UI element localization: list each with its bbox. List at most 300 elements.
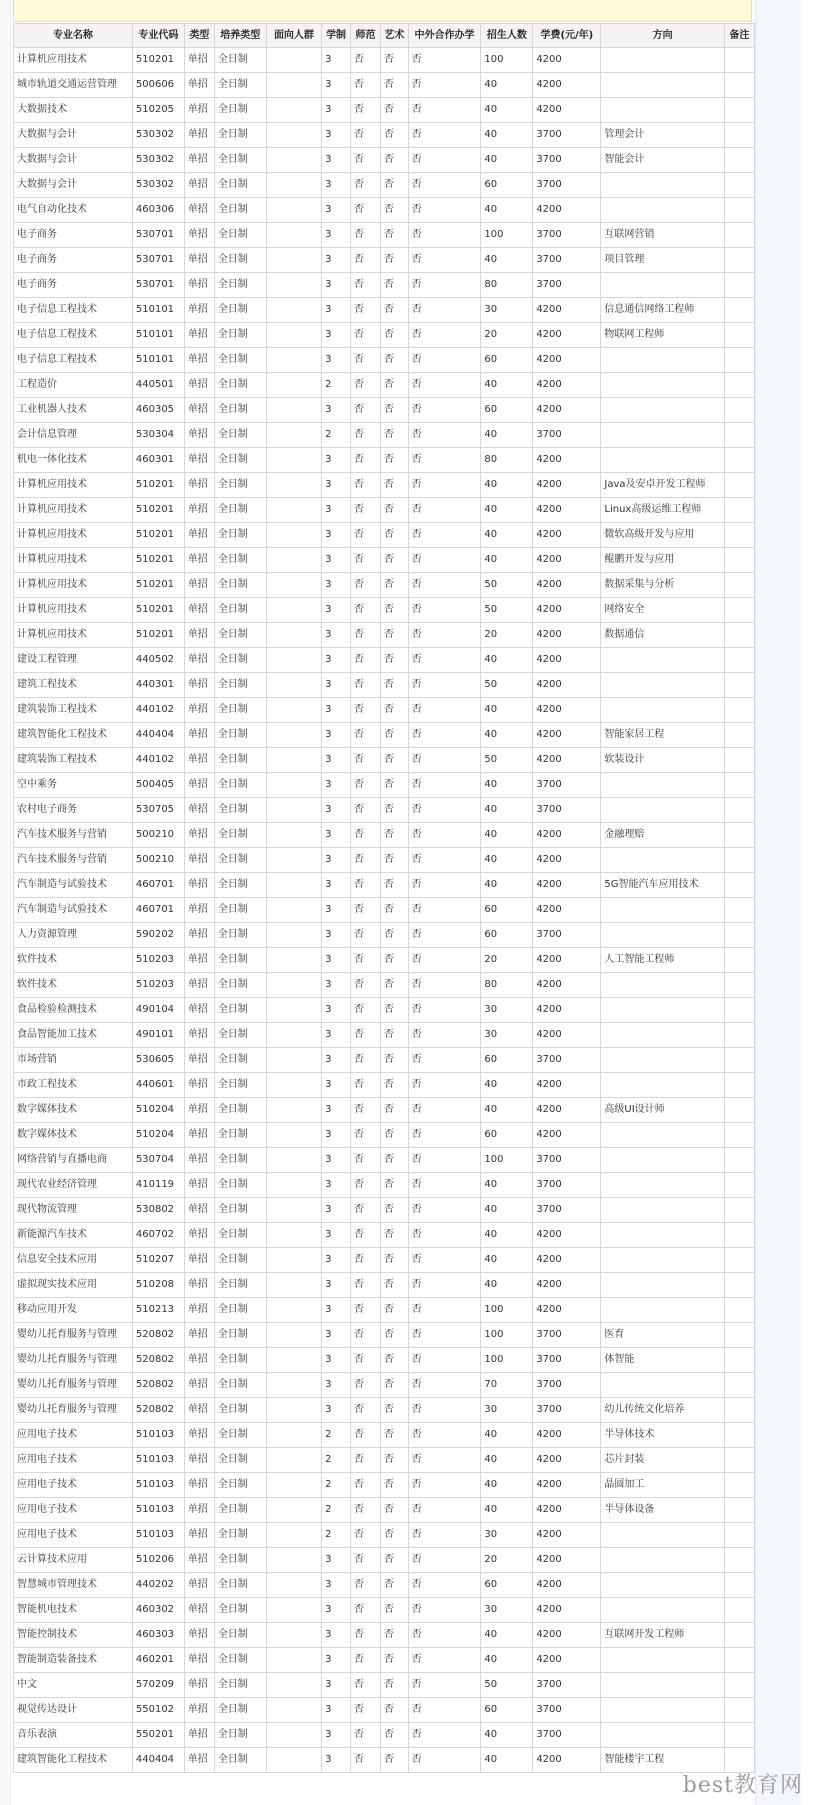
cell-normal-school: 否 — [350, 998, 380, 1023]
cell-remarks — [724, 98, 754, 123]
cell-type: 单招 — [184, 598, 214, 623]
cell-type: 单招 — [184, 1273, 214, 1298]
cell-remarks — [724, 1623, 754, 1648]
cell-target-group — [266, 673, 321, 698]
cell-major-name: 汽车制造与试验技术 — [14, 873, 133, 898]
cell-enrollment: 40 — [481, 823, 533, 848]
cell-duration: 3 — [322, 673, 351, 698]
cell-sino-foreign: 否 — [408, 998, 481, 1023]
cell-enrollment: 30 — [481, 1523, 533, 1548]
cell-sino-foreign: 否 — [408, 948, 481, 973]
cell-type: 单招 — [184, 1098, 214, 1123]
cell-major-name: 电子商务 — [14, 248, 133, 273]
cell-duration: 3 — [322, 1648, 351, 1673]
cell-normal-school: 否 — [350, 723, 380, 748]
cell-major-code: 460305 — [132, 398, 184, 423]
cell-major-code: 520802 — [132, 1348, 184, 1373]
cell-major-name: 中文 — [14, 1673, 133, 1698]
cell-type: 单招 — [184, 973, 214, 998]
cell-major-code: 510204 — [132, 1098, 184, 1123]
cell-major-name: 大数据技术 — [14, 98, 133, 123]
cell-remarks — [724, 573, 754, 598]
cell-target-group — [266, 973, 321, 998]
cell-tuition: 3700 — [533, 1373, 601, 1398]
cell-direction — [601, 1673, 724, 1698]
cell-enrollment: 50 — [481, 748, 533, 773]
cell-remarks — [724, 1223, 754, 1248]
cell-normal-school: 否 — [350, 448, 380, 473]
cell-type: 单招 — [184, 1498, 214, 1523]
cell-sino-foreign: 否 — [408, 173, 481, 198]
cell-major-name: 汽车技术服务与营销 — [14, 823, 133, 848]
cell-major-code: 440404 — [132, 1748, 184, 1773]
cell-sino-foreign: 否 — [408, 1573, 481, 1598]
table-row — [14, 898, 755, 923]
cell-remarks — [724, 1398, 754, 1423]
cell-tuition: 4200 — [533, 673, 601, 698]
cell-tuition: 4200 — [533, 748, 601, 773]
cell-target-group — [266, 248, 321, 273]
cell-training-type: 全日制 — [214, 1248, 266, 1273]
cell-remarks — [724, 1173, 754, 1198]
cell-direction — [601, 1598, 724, 1623]
cell-major-name: 计算机应用技术 — [14, 573, 133, 598]
cell-tuition: 3700 — [533, 248, 601, 273]
cell-tuition: 3700 — [533, 798, 601, 823]
cell-target-group — [266, 298, 321, 323]
cell-direction: 晶圆加工 — [601, 1473, 724, 1498]
cell-type: 单招 — [184, 1448, 214, 1473]
table-row — [14, 1323, 755, 1348]
cell-art: 否 — [380, 1523, 408, 1548]
cell-normal-school: 否 — [350, 498, 380, 523]
cell-training-type: 全日制 — [214, 598, 266, 623]
cell-direction: 互联网营销 — [601, 223, 724, 248]
cell-major-code: 440301 — [132, 673, 184, 698]
cell-direction — [601, 1698, 724, 1723]
cell-enrollment: 50 — [481, 598, 533, 623]
cell-training-type: 全日制 — [214, 373, 266, 398]
cell-direction: 智能家居工程 — [601, 723, 724, 748]
cell-remarks — [724, 173, 754, 198]
cell-target-group — [266, 1623, 321, 1648]
cell-direction — [601, 423, 724, 448]
cell-normal-school: 否 — [350, 123, 380, 148]
cell-direction: 人工智能工程师 — [601, 948, 724, 973]
cell-remarks — [724, 348, 754, 373]
cell-normal-school: 否 — [350, 1548, 380, 1573]
cell-major-code: 510204 — [132, 1123, 184, 1148]
cell-enrollment: 40 — [481, 198, 533, 223]
cell-art: 否 — [380, 673, 408, 698]
cell-tuition: 4200 — [533, 98, 601, 123]
cell-duration: 3 — [322, 973, 351, 998]
cell-art: 否 — [380, 273, 408, 298]
cell-duration: 3 — [322, 1023, 351, 1048]
cell-remarks — [724, 423, 754, 448]
cell-normal-school: 否 — [350, 973, 380, 998]
cell-tuition: 3700 — [533, 1723, 601, 1748]
cell-type: 单招 — [184, 1598, 214, 1623]
cell-remarks — [724, 1148, 754, 1173]
cell-major-name: 云计算技术应用 — [14, 1548, 133, 1573]
cell-target-group — [266, 1223, 321, 1248]
cell-duration: 3 — [322, 1223, 351, 1248]
cell-normal-school: 否 — [350, 573, 380, 598]
cell-major-name: 食品检验检测技术 — [14, 998, 133, 1023]
cell-training-type: 全日制 — [214, 398, 266, 423]
cell-normal-school: 否 — [350, 648, 380, 673]
table-row — [14, 398, 755, 423]
cell-direction: 5G智能汽车应用技术 — [601, 873, 724, 898]
cell-duration: 3 — [322, 323, 351, 348]
cell-normal-school: 否 — [350, 1048, 380, 1073]
cell-direction — [601, 1723, 724, 1748]
cell-enrollment: 80 — [481, 273, 533, 298]
cell-art: 否 — [380, 398, 408, 423]
cell-sino-foreign: 否 — [408, 373, 481, 398]
cell-major-code: 510103 — [132, 1523, 184, 1548]
cell-direction — [601, 998, 724, 1023]
cell-major-code: 510205 — [132, 98, 184, 123]
table-row — [14, 523, 755, 548]
column-header-normal-school: 师范 — [350, 24, 380, 48]
cell-enrollment: 50 — [481, 673, 533, 698]
cell-normal-school: 否 — [350, 1448, 380, 1473]
cell-direction: 微软高级开发与应用 — [601, 523, 724, 548]
cell-type: 单招 — [184, 448, 214, 473]
cell-training-type: 全日制 — [214, 773, 266, 798]
cell-art: 否 — [380, 773, 408, 798]
cell-remarks — [724, 1723, 754, 1748]
cell-direction: 智能会计 — [601, 148, 724, 173]
cell-enrollment: 60 — [481, 923, 533, 948]
cell-duration: 3 — [322, 98, 351, 123]
cell-training-type: 全日制 — [214, 573, 266, 598]
cell-major-name: 建筑工程技术 — [14, 673, 133, 698]
cell-major-code: 510203 — [132, 948, 184, 973]
cell-duration: 3 — [322, 1098, 351, 1123]
cell-art: 否 — [380, 1398, 408, 1423]
cell-target-group — [266, 1498, 321, 1523]
cell-normal-school: 否 — [350, 1398, 380, 1423]
column-header-remarks: 备注 — [724, 24, 754, 48]
cell-training-type: 全日制 — [214, 948, 266, 973]
cell-major-name: 计算机应用技术 — [14, 473, 133, 498]
cell-enrollment: 40 — [481, 1273, 533, 1298]
cell-direction: 数据采集与分析 — [601, 573, 724, 598]
cell-duration: 3 — [322, 1348, 351, 1373]
cell-enrollment: 40 — [481, 1648, 533, 1673]
cell-art: 否 — [380, 1698, 408, 1723]
cell-direction — [601, 1123, 724, 1148]
cell-sino-foreign: 否 — [408, 1698, 481, 1723]
cell-tuition: 3700 — [533, 273, 601, 298]
cell-normal-school: 否 — [350, 898, 380, 923]
cell-target-group — [266, 473, 321, 498]
cell-duration: 3 — [322, 398, 351, 423]
cell-type: 单招 — [184, 423, 214, 448]
cell-enrollment: 40 — [481, 523, 533, 548]
cell-duration: 3 — [322, 223, 351, 248]
cell-major-code: 510101 — [132, 348, 184, 373]
cell-art: 否 — [380, 1198, 408, 1223]
cell-target-group — [266, 273, 321, 298]
cell-type: 单招 — [184, 1423, 214, 1448]
cell-sino-foreign: 否 — [408, 523, 481, 548]
cell-target-group — [266, 1073, 321, 1098]
cell-training-type: 全日制 — [214, 148, 266, 173]
cell-art: 否 — [380, 573, 408, 598]
cell-major-name: 智慧城市管理技术 — [14, 1573, 133, 1598]
cell-duration: 3 — [322, 548, 351, 573]
cell-normal-school: 否 — [350, 248, 380, 273]
cell-type: 单招 — [184, 348, 214, 373]
cell-art: 否 — [380, 1623, 408, 1648]
cell-training-type: 全日制 — [214, 1448, 266, 1473]
cell-type: 单招 — [184, 1623, 214, 1648]
cell-enrollment: 40 — [481, 1098, 533, 1123]
cell-training-type: 全日制 — [214, 1548, 266, 1573]
cell-enrollment: 20 — [481, 623, 533, 648]
cell-normal-school: 否 — [350, 1648, 380, 1673]
cell-duration: 3 — [322, 1673, 351, 1698]
table-row — [14, 623, 755, 648]
cell-tuition: 4200 — [533, 1448, 601, 1473]
table-row — [14, 1098, 755, 1123]
cell-tuition: 4200 — [533, 1573, 601, 1598]
cell-sino-foreign: 否 — [408, 698, 481, 723]
cell-tuition: 4200 — [533, 823, 601, 848]
cell-major-code: 510213 — [132, 1298, 184, 1323]
cell-sino-foreign: 否 — [408, 1473, 481, 1498]
cell-normal-school: 否 — [350, 1498, 380, 1523]
cell-target-group — [266, 1523, 321, 1548]
cell-direction — [601, 1248, 724, 1273]
cell-major-name: 软件技术 — [14, 948, 133, 973]
cell-duration: 3 — [322, 1398, 351, 1423]
cell-major-name: 智能制造装备技术 — [14, 1648, 133, 1673]
cell-art: 否 — [380, 1573, 408, 1598]
cell-remarks — [724, 848, 754, 873]
cell-major-name: 网络营销与直播电商 — [14, 1148, 133, 1173]
cell-sino-foreign: 否 — [408, 1298, 481, 1323]
cell-art: 否 — [380, 73, 408, 98]
cell-training-type: 全日制 — [214, 1473, 266, 1498]
cell-sino-foreign: 否 — [408, 1548, 481, 1573]
cell-normal-school: 否 — [350, 873, 380, 898]
column-header-type: 类型 — [184, 24, 214, 48]
cell-training-type: 全日制 — [214, 223, 266, 248]
cell-remarks — [724, 1498, 754, 1523]
cell-art: 否 — [380, 1348, 408, 1373]
cell-major-code: 500210 — [132, 848, 184, 873]
cell-art: 否 — [380, 223, 408, 248]
cell-major-code: 490101 — [132, 1023, 184, 1048]
table-row — [14, 298, 755, 323]
cell-normal-school: 否 — [350, 1323, 380, 1348]
cell-major-code: 410119 — [132, 1173, 184, 1198]
cell-major-name: 城市轨道交通运营管理 — [14, 73, 133, 98]
cell-enrollment: 40 — [481, 1423, 533, 1448]
cell-enrollment: 100 — [481, 223, 533, 248]
table-row — [14, 1648, 755, 1673]
cell-tuition: 4200 — [533, 548, 601, 573]
cell-duration: 3 — [322, 1173, 351, 1198]
cell-type: 单招 — [184, 223, 214, 248]
cell-training-type: 全日制 — [214, 873, 266, 898]
cell-sino-foreign: 否 — [408, 1123, 481, 1148]
cell-major-name: 工业机器人技术 — [14, 398, 133, 423]
cell-sino-foreign: 否 — [408, 273, 481, 298]
cell-duration: 3 — [322, 523, 351, 548]
cell-major-code: 460303 — [132, 1623, 184, 1648]
cell-art: 否 — [380, 698, 408, 723]
cell-training-type: 全日制 — [214, 748, 266, 773]
cell-major-name: 婴幼儿托育服务与管理 — [14, 1373, 133, 1398]
cell-direction — [601, 348, 724, 373]
cell-remarks — [724, 1673, 754, 1698]
cell-art: 否 — [380, 1098, 408, 1123]
cell-major-code: 570209 — [132, 1673, 184, 1698]
cell-direction — [601, 398, 724, 423]
cell-sino-foreign: 否 — [408, 1098, 481, 1123]
cell-major-code: 460702 — [132, 1223, 184, 1248]
cell-direction — [601, 673, 724, 698]
table-row — [14, 948, 755, 973]
cell-art: 否 — [380, 598, 408, 623]
cell-tuition: 4200 — [533, 973, 601, 998]
cell-major-code: 460306 — [132, 198, 184, 223]
cell-sino-foreign: 否 — [408, 1598, 481, 1623]
cell-enrollment: 100 — [481, 1298, 533, 1323]
cell-type: 单招 — [184, 373, 214, 398]
cell-remarks — [724, 1473, 754, 1498]
cell-tuition: 3700 — [533, 1323, 601, 1348]
cell-major-name: 视觉传达设计 — [14, 1698, 133, 1723]
cell-duration: 3 — [322, 748, 351, 773]
cell-major-code: 530302 — [132, 148, 184, 173]
cell-sino-foreign: 否 — [408, 773, 481, 798]
cell-duration: 3 — [322, 1123, 351, 1148]
cell-normal-school: 否 — [350, 1748, 380, 1773]
cell-major-name: 婴幼儿托育服务与管理 — [14, 1398, 133, 1423]
cell-enrollment: 40 — [481, 148, 533, 173]
cell-major-name: 会计信息管理 — [14, 423, 133, 448]
cell-sino-foreign: 否 — [408, 1023, 481, 1048]
cell-target-group — [266, 148, 321, 173]
cell-remarks — [724, 973, 754, 998]
cell-type: 单招 — [184, 1348, 214, 1373]
cell-normal-school: 否 — [350, 1623, 380, 1648]
cell-sino-foreign: 否 — [408, 1423, 481, 1448]
cell-art: 否 — [380, 98, 408, 123]
table-row — [14, 123, 755, 148]
table-row — [14, 773, 755, 798]
cell-major-code: 440502 — [132, 648, 184, 673]
cell-major-name: 建设工程管理 — [14, 648, 133, 673]
cell-duration: 3 — [322, 498, 351, 523]
cell-major-name: 市场营销 — [14, 1048, 133, 1073]
cell-training-type: 全日制 — [214, 98, 266, 123]
cell-training-type: 全日制 — [214, 698, 266, 723]
cell-normal-school: 否 — [350, 1273, 380, 1298]
cell-training-type: 全日制 — [214, 273, 266, 298]
cell-type: 单招 — [184, 1473, 214, 1498]
cell-normal-school: 否 — [350, 98, 380, 123]
table-row — [14, 598, 755, 623]
table-row — [14, 198, 755, 223]
cell-major-name: 婴幼儿托育服务与管理 — [14, 1348, 133, 1373]
cell-tuition: 3700 — [533, 423, 601, 448]
cell-normal-school: 否 — [350, 523, 380, 548]
cell-major-code: 510101 — [132, 298, 184, 323]
cell-training-type: 全日制 — [214, 1198, 266, 1223]
cell-sino-foreign: 否 — [408, 248, 481, 273]
cell-target-group — [266, 448, 321, 473]
cell-sino-foreign: 否 — [408, 1748, 481, 1773]
left-margin-bar — [0, 0, 11, 1805]
cell-training-type: 全日制 — [214, 198, 266, 223]
cell-target-group — [266, 598, 321, 623]
cell-training-type: 全日制 — [214, 973, 266, 998]
right-side-panel — [755, 0, 801, 1805]
cell-major-code: 510206 — [132, 1548, 184, 1573]
cell-normal-school: 否 — [350, 148, 380, 173]
cell-normal-school: 否 — [350, 173, 380, 198]
cell-enrollment: 70 — [481, 1373, 533, 1398]
cell-training-type: 全日制 — [214, 48, 266, 73]
table-row — [14, 1498, 755, 1523]
cell-art: 否 — [380, 548, 408, 573]
cell-duration: 3 — [322, 198, 351, 223]
cell-target-group — [266, 1598, 321, 1623]
table-row — [14, 873, 755, 898]
cell-major-name: 建筑智能化工程技术 — [14, 1748, 133, 1773]
cell-duration: 3 — [322, 573, 351, 598]
cell-remarks — [724, 948, 754, 973]
cell-art: 否 — [380, 1323, 408, 1348]
cell-remarks — [724, 498, 754, 523]
cell-type: 单招 — [184, 1548, 214, 1573]
cell-enrollment: 60 — [481, 173, 533, 198]
cell-major-name: 现代农业经济管理 — [14, 1173, 133, 1198]
table-row — [14, 573, 755, 598]
cell-normal-school: 否 — [350, 698, 380, 723]
cell-enrollment: 60 — [481, 1698, 533, 1723]
cell-duration: 3 — [322, 1573, 351, 1598]
header-row — [14, 24, 755, 48]
cell-major-name: 大数据与会计 — [14, 148, 133, 173]
cell-tuition: 4200 — [533, 198, 601, 223]
cell-training-type: 全日制 — [214, 448, 266, 473]
cell-enrollment: 40 — [481, 473, 533, 498]
cell-target-group — [266, 523, 321, 548]
cell-remarks — [724, 773, 754, 798]
cell-type: 单招 — [184, 948, 214, 973]
cell-art: 否 — [380, 748, 408, 773]
cell-duration: 3 — [322, 598, 351, 623]
cell-sino-foreign: 否 — [408, 1623, 481, 1648]
cell-major-code: 460201 — [132, 1648, 184, 1673]
cell-normal-school: 否 — [350, 473, 380, 498]
cell-sino-foreign: 否 — [408, 748, 481, 773]
cell-enrollment: 20 — [481, 1548, 533, 1573]
cell-duration: 3 — [322, 1273, 351, 1298]
cell-type: 单招 — [184, 198, 214, 223]
cell-training-type: 全日制 — [214, 248, 266, 273]
cell-major-code: 510103 — [132, 1473, 184, 1498]
